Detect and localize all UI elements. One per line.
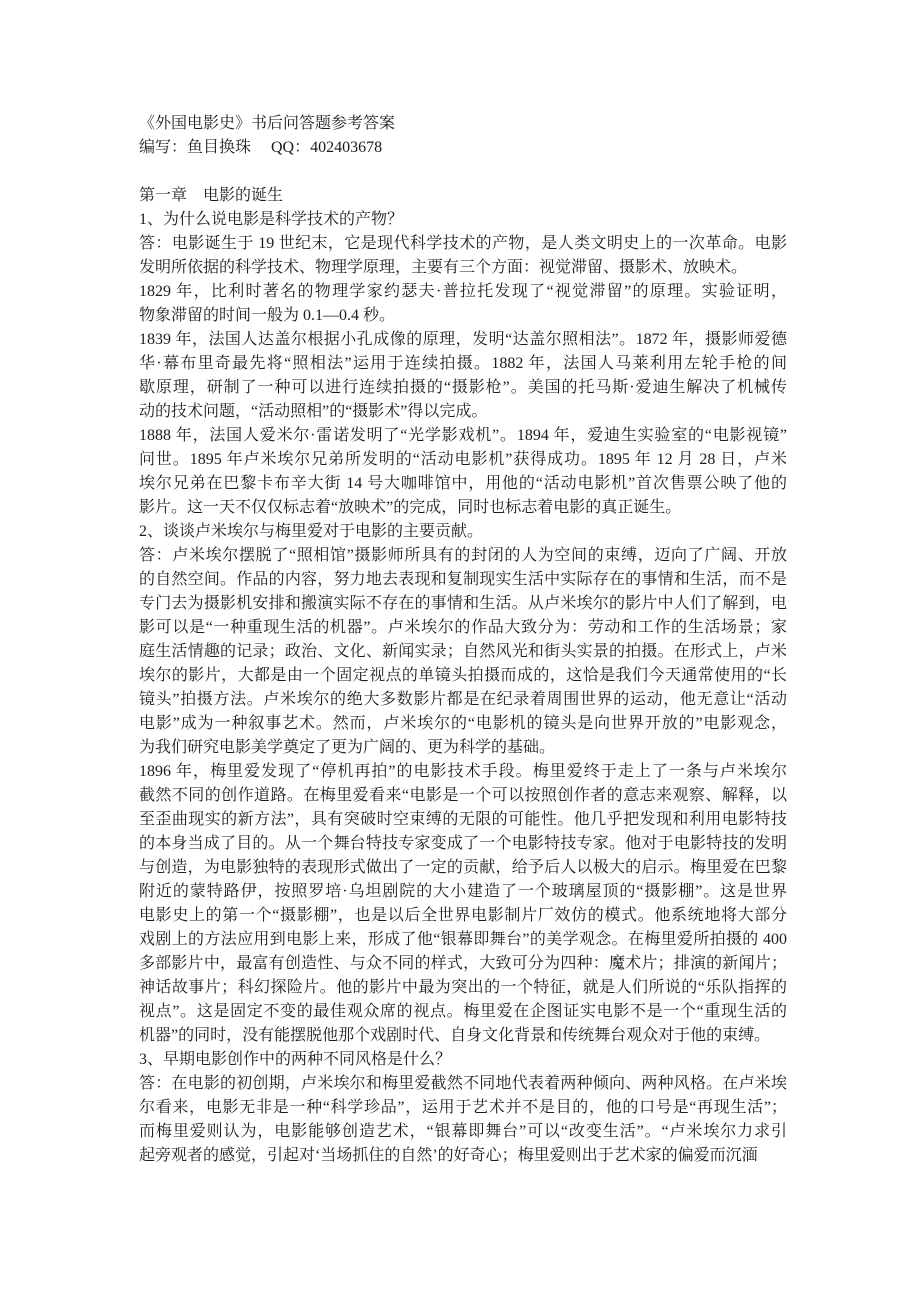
answer-text-line: 的本身当成了目的。从一个舞台特技专家变成了一个电影特技专家。他对于电影特技的发明 <box>139 835 787 852</box>
answer-text-line: 答：在电影的初创期，卢米埃尔和梅里爱截然不同地代表着两种倾向、两种风格。在卢米埃 <box>139 1075 787 1092</box>
answer-text-line: 物象滞留的时间一般为 0.1—0.4 秒。 <box>139 307 396 324</box>
answer-text-line: 起旁观者的感觉，引起对‘当场抓住的自然’的好奇心；梅里爱则出于艺术家的偏爱而沉湎 <box>139 1147 758 1164</box>
answer-text-line: 埃尔兄弟在巴黎卡布辛大街 14 号大咖啡馆中，用他的“活动电影机”首次售票公映了他的 <box>139 475 787 492</box>
answer-text-line: 影可以是“一种重现生活的机器”。卢米埃尔的作品大致分为：劳动和工作的生活场景；家 <box>139 619 787 636</box>
answer-text-line: 电影”成为一种叙事艺术。然而，卢米埃尔的“电影机的镜头是向世界开放的”电影观念， <box>139 715 787 732</box>
question-line: 2、谈谈卢米埃尔与梅里爱对于电影的主要贡献。 <box>139 523 484 540</box>
answer-text-line: 附近的蒙特路伊，按照罗培·乌坦剧院的大小建造了一个玻璃屋顶的“摄影棚”。这是世界 <box>139 883 787 900</box>
question-line: 3、早期电影创作中的两种不同风格是什么？ <box>139 1051 452 1068</box>
document-body <box>139 112 787 1168</box>
answer-text-line: 1829 年，比利时著名的物理学家约瑟夫·普拉托发现了“视觉滞留”的原理。实验证明， <box>139 283 787 300</box>
answer-text-line: 1888 年，法国人爱米尔·雷诺发明了“光学影戏机”。1894 年，爱迪生实验室的“电影视镜” <box>139 427 787 444</box>
answer-text-line: 镜头”拍摄方法。卢米埃尔的绝大多数影片都是在纪录着周围世界的运动，他无意让“活动 <box>139 691 787 708</box>
answer-text-line: 华·幕布里奇最先将“照相法”运用于连续拍摄。1882 年，法国人马莱利用左轮手枪的间 <box>139 355 787 372</box>
answer-text-line: 动的技术问题，“活动照相”的“摄影术”得以完成。 <box>139 403 488 420</box>
chapter-heading: 第一章 电影的诞生 <box>139 187 284 204</box>
answer-text-line: 电影史上的第一个“摄影棚”，也是以后全世界电影制片厂效仿的模式。他系统地将大部分 <box>139 907 787 924</box>
answer-text-line: 影片。这一天不仅仅标志着“放映术”的完成，同时也标志着电影的真正诞生。 <box>139 499 682 516</box>
answer-text-line: 专门去为摄影机安排和搬演实际不存在的事情和生活。从卢米埃尔的影片中人们了解到，电 <box>139 595 787 612</box>
answer-text-line: 1839 年，法国人达盖尔根据小孔成像的原理，发明“达盖尔照相法”。1872 年，摄影师爱德 <box>139 331 787 348</box>
answer-text-line: 为我们研究电影美学奠定了更为广阔的、更为科学的基础。 <box>139 739 556 756</box>
answer-text-line: 而梅里爱则认为，电影能够创造艺术，“银幕即舞台”可以“改变生活”。“卢米埃尔力求引 <box>139 1123 787 1140</box>
question-line: 1、为什么说电影是科学技术的产物？ <box>139 211 404 228</box>
blank-line <box>139 160 787 184</box>
answer-text-line: 截然不同的创作道路。在梅里爱看来“电影是一个可以按照创作者的意志来观察、解释，以 <box>139 787 787 804</box>
answer-text-line: 埃尔的影片，大都是由一个固定视点的单镜头拍摄而成的，这恰是我们今天通常使用的“长 <box>139 667 787 684</box>
answer-text-line: 1896 年，梅里爱发现了“停机再拍”的电影技术手段。梅里爱终于走上了一条与卢米埃尔 <box>139 763 787 780</box>
answer-text-line: 尔看来，电影无非是一种“科学珍品”，运用于艺术并不是目的，他的口号是“再现生活”； <box>139 1099 787 1116</box>
answer-text-line: 问世。1895 年卢米埃尔兄弟所发明的“活动电影机”获得成功。1895 年 12 月 28 日，卢米 <box>139 451 787 468</box>
answer-text-line: 的自然空间。作品的内容，努力地去表现和复制现实生活中实际存在的事情和生活，而不是 <box>139 571 787 588</box>
answer-text-line: 至歪曲现实的新方法”，具有突破时空束缚的无限的可能性。他几乎把发现和利用电影特技 <box>139 811 787 828</box>
answer-text-line: 机器”的同时，没有能摆脱他那个戏剧时代、自身文化背景和传统舞台观众对于他的束缚。 <box>139 1027 771 1044</box>
answer-text-line: 发明所依据的科学技术、物理学原理，主要有三个方面：视觉滞留、摄影术、放映术。 <box>139 259 748 276</box>
doc-byline: 编写：鱼目换珠 QQ：402403678 <box>139 139 383 156</box>
answer-text-line: 庭生活情趣的记录；政治、文化、新闻实录；自然风光和街头实景的拍摄。在形式上，卢米 <box>139 643 787 660</box>
answer-text-line: 答：卢米埃尔摆脱了“照相馆”摄影师所具有的封闭的人为空间的束缚，迈向了广阔、开放 <box>139 547 787 564</box>
doc-title: 《外国电影史》书后问答题参考答案 <box>139 115 396 132</box>
answer-text-line: 戏剧上的方法应用到电影上来，形成了他“银幕即舞台”的美学观念。在梅里爱所拍摄的 400 <box>139 931 787 948</box>
answer-text-line: 与创造，为电影独特的表现形式做出了一定的贡献，给予后人以极大的启示。梅里爱在巴黎 <box>139 859 787 876</box>
answer-text-line: 歇原理，研制了一种可以进行连续拍摄的“摄影枪”。美国的托马斯·爱迪生解决了机械传 <box>139 379 787 396</box>
answer-text-line: 视点”。这是固定不变的最佳观众席的视点。梅里爱在企图证实电影不是一个“重现生活的 <box>139 1003 787 1020</box>
answer-text-line: 答：电影诞生于 19 世纪末，它是现代科学技术的产物，是人类文明史上的一次革命。电影 <box>139 235 787 252</box>
answer-text-line: 神话故事片；科幻探险片。他的影片中最为突出的一个特征，就是人们所说的“乐队指挥的 <box>139 979 787 996</box>
answer-text-line: 多部影片中，最富有创造性、与众不同的样式，大致可分为四种：魔术片；排演的新闻片； <box>139 955 787 972</box>
